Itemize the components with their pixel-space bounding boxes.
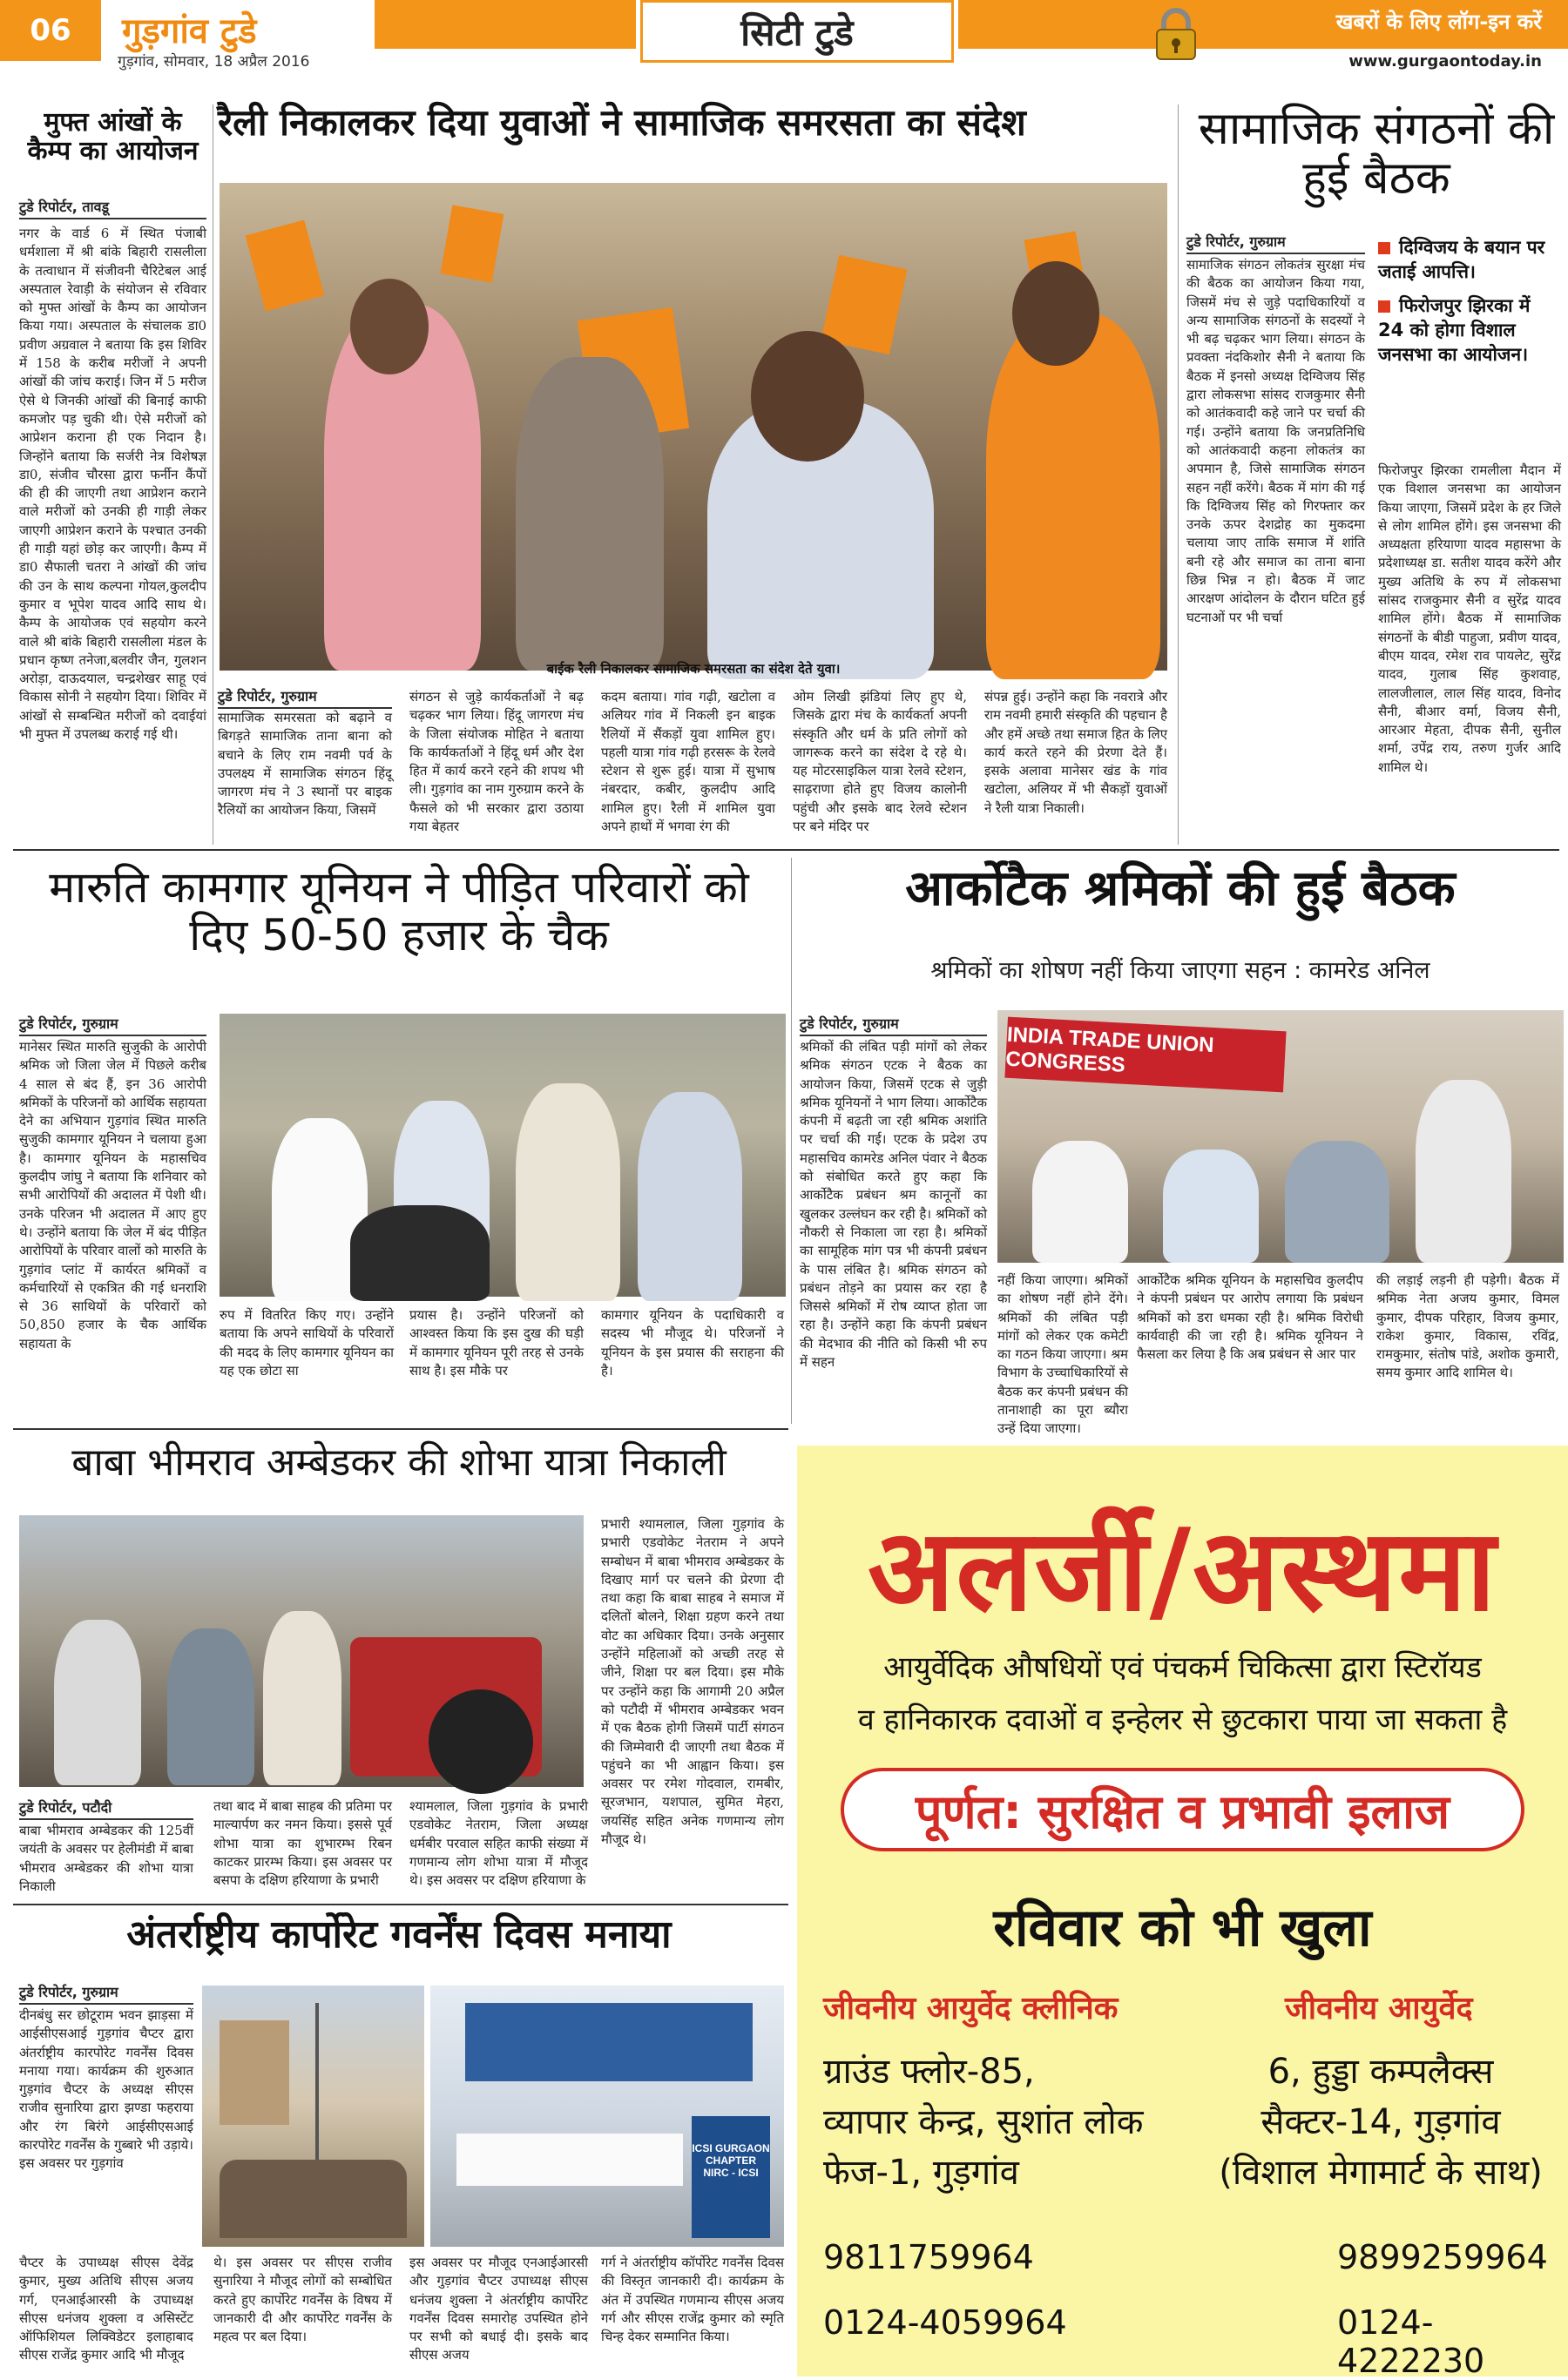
column-rule [791, 858, 792, 1424]
section-divider [13, 1428, 788, 1430]
archotic-photo [997, 1010, 1564, 1263]
rally-col-3: कदम बताया। गांव गढ़ी, खटोला व अलियर गांव में निकली इन बाइक रैलियों में सैंकड़ों युवा शामिल हुए। पहली यात्रा गांव गढ़ी हरसरू के रेलवे स्टेशन से शुरू हुई। यात्रा में सुभाष नंबरदार, कबीर, कुलदीप आदि शामिल हुए। रैली में शामिल युवा अपने हाथों में भगवा रंग की [601, 689, 775, 835]
ambedkar-col-right: प्रभारी श्यामलाल, जिला गुड़गांव के प्रभारी एडवोकेट नेतराम ने अपने सम्बोधन में बाबा भीमराव अम्बेडकर के दिखाए मार्ग पर चलने की प्रेरणा दी तथा कहा कि बाबा साहब ने समाज में दलितों बोलने, शिक्षा ग्रहण करने तथा वोट का अधिकार दिया। उनके अनुसार उन्होंने महिलाओं को अच्छी तरह से जीने, शिक्षा पर बल दिया। इस मौके पर उन्होंने कहा कि आगामी 20 अप्रैल को पटौदी में भीमराव अम्बेडकर भवन में एक बैठक होगी जिसमें पार्टी संगठन की जिम्मेवारी दी जाएगी तथा बैठक में पहुंचने का भी आह्वान किया। इस अवसर पर रमेश गोदवाल, रामबीर, सूरजभान, यशपाल, सुमित मेहरा, जयसिंह सहित अनेक गणमान्य लोग मौजूद थे। [601, 1516, 784, 1848]
eye-camp-byline: टुडे रिपोर्टर, तावडू [19, 197, 206, 219]
archotic-subhead: श्रमिकों का शोषण नहीं किया जाएगा सहन : कामरेड अनिल [930, 957, 1430, 984]
corporate-col-3: इस अवसर पर मौजूद एनआईआरसी और गुड़गांव चैप्टर उपाध्यक्ष सीएस धनंजय शुक्ला ने अंतर्राष्ट्रीय कार्पोरेट गवर्नेंस दिवस समारोह उपस्थित होने पर सभी को बधाई दी। इसके बाद सीएस अजय [409, 2255, 588, 2363]
ambedkar-col-1: बाबा भीमराव अम्बेडकर की 125वीं जयंती के अवसर पर हेलीमंडी में बाबा भीमराव अम्बेडकर की शोभा यात्रा निकाली [19, 1823, 193, 1894]
clinic-1-address: ग्राउंड फ्लोर-85, व्यापार केन्द्र, सुशांत लोक फेज-1, गुड़गांव [823, 2052, 1144, 2193]
eye-camp-headline: मुफ्त आंखों के कैम्प का आयोजन [27, 107, 199, 166]
archotic-col-2: नहीं किया जाएगा। श्रमिकों का शोषण नहीं होने देंगे। श्रमिकों की लंबित पड़ी मांगों को लेकर एक कमेटी का गठन किया जाएगा। श्रम विभाग के उच्चाधिकारियों से बैठक कर कंपनी प्रबंधन की तानाशाही का पूरा ब्यौरा उन्हें दिया जाएगा। [997, 1272, 1128, 1437]
rally-col-2: संगठन से जुड़े कार्यकर्ताओं ने बढ़ चढ़कर भाग लिया। हिंदू जागरण मंच के जिला संयोजक मोहित ने बताया कि कार्यकर्ताओं ने हिंदू धर्म और देश हित में कार्य करने रहने की शपथ भी ली। गुड़गांव का नाम गुरुग्राम करने के फैसले को भी सरकार द्वारा उठाया गया बेहतर [409, 689, 584, 835]
archotic-headline: आर्कोटैक श्रमिकों की हुई बैठक [905, 860, 1456, 917]
section-divider [13, 1904, 788, 1905]
column-rule [1178, 105, 1179, 845]
podium: ICSI GURGAON CHAPTER NIRC - ICSI [692, 2116, 770, 2238]
social-meeting-col-1: सामाजिक संगठन लोकतंत्र सुरक्षा मंच की बैठक का आयोजन किया गया, जिसमें मंच से जुड़े पदाधिकारियों व अन्य सामाजिक संगठनों के सदस्यों ने भी बढ़ चढ़कर भाग लिया। संगठन के प्रवक्ता नंदकिशोर सैनी ने बताया कि बैठक में इनसो अध्यक्ष दिग्विजय सिंह द्वारा लोकसभा सांसद राजकुमार सैनी को आतंकवादी कहे जाने पर चर्चा की गई। उन्होंने बताया कि जनप्रतिनिधि को आतंकवादी कहना लोकतंत्र का अपमान है, जिसे सामाजिक संगठन सहन नहीं करेंगे। बैठक में मांग की गई कि दिग्विजय सिंह को गिरफ्तार कर उनके ऊपर देशद्रोह का मुकदमा चलाया जाए ताकि समाज में शांति बनी रहे और समाज का ताना बाना छिन्न भिन्न न हो। बैठक में जाट आरक्षण आंदोलन के दौरान घटित हुई घटनाओं पर भी चर्चा [1186, 257, 1365, 625]
ad-pill: पूर्णत: सुरक्षित व प्रभावी इलाज [841, 1768, 1524, 1851]
table-shape [456, 2134, 683, 2186]
maruti-headline: मारुति कामगार यूनियन ने पीड़ित परिवारों को दिए 50-50 हजार के चैक [49, 862, 749, 961]
rally-col-4: ओम लिखी झंडियां लिए हुए थे, जिसके द्वारा मंच के कार्यकर्ता अपनी संस्कृति और धर्म के प्रति लोगों को जागरूक करने का संदेश दे रहे थे। यह मोटरसाइकिल यात्रा रेलवे स्टेशन, साढ़राणा होते हुए विजय कालोनी पहुंची और इसके बाद रेलवे स्टेशन पर बने मंदिर पर [793, 689, 967, 835]
login-link[interactable]: खबरों के लिए लॉग-इन करें [1335, 10, 1542, 34]
website-url[interactable]: www.gurgaontoday.in [1348, 52, 1542, 71]
newspaper-logo[interactable]: गुड़गांव टुडे [113, 5, 375, 51]
allergy-asthma-ad[interactable] [797, 1446, 1568, 2380]
clinic-1-name: जीवनीय आयुर्वेद क्लीनिक [823, 1991, 1119, 2026]
flagpole-shape [315, 2003, 319, 2177]
rally-col-1: सामाजिक समरसता को बढ़ाने व बिगड़ते सामाजिक ताना बाना को बचाने के लिए राम नवमी पर्व के उपलक्ष्य में सामाजिक संगठन हिंदू जागरण मंच ने 3 स्थानों पर बाइक रैलियों का आयोजन किया, जिसमें [218, 710, 392, 819]
archotic-col-4: की लड़ाई लड़नी ही पड़ेगी। बैठक में श्रमिक नेता अजय कुमार, विमल कुमार, दीपक परिहार, विजय कुमार, राकेश कुमार, विकास, रविंद्र, रामकुमार, संतोष पांडे, अशोक कुमारी, समय कुमार आदि शामिल थे। [1376, 1272, 1559, 1381]
ad-title: अलर्जी/अस्थमा [868, 1504, 1497, 1636]
ad-line-1: आयुर्वेदिक औषधियों एवं पंचकर्म चिकित्सा द्वारा स्टिरॉयड [883, 1650, 1482, 1685]
section-title: सिटी टुडे [640, 0, 954, 63]
maruti-col-2: रुप में वितरित किए गए। उन्होंने बताया कि अपने साथियों के परिवारों की मदद के लिए कामगार यूनियन का यह एक छोटा सा [220, 1307, 394, 1379]
clinic-2-phone-2[interactable]: 0124-4222230 [1337, 2303, 1485, 2380]
clinic-2-phone-1[interactable]: 9899259964 [1337, 2238, 1548, 2276]
corporate-byline: टुडे रिपोर्टर, गुरुग्राम [19, 1982, 193, 2005]
eye-camp-body: नगर के वार्ड 6 में स्थित पंजाबी धर्मशाला में श्री बांके बिहारी रासलीला के तत्वाधान में संजीवनी चैरिटेबल आई अस्पताल रेवाड़ी के संयोजन से रविवार को मुफ्त आंखों के कैम्प का आयोजन किया गया। अस्पताल के संचालक डा0 प्रवीण अग्रवाल ने बताया कि इस शिविर में 158 के करीब मरीजों ने अपनी आंखों की जांच कराई। जिन में 5 मरीज ऐसे थे जिनकी आंखों की बिनाई काफी कमजोर पड़ चुकी थी। ऐसे मरीजों को आप्रेशन कराना ही एक निदान है। जिन्होंने बताया कि सर्जरी नेत्र विशेषज्ञ डा0, संजीव चौरसा द्वारा फर्नीन कैंपों की ही की जाएगी तथा आप्रेशन कराने वाले मरीजों को उनकी ही गाड़ी लेकर जाएगी आप्रेशन कराने के पश्चात उनकी ही गाड़ी यहां छोड़ कर जाएगी। कैम्प में डा0 सैफाली चतरा ने आंखों की जांच की उन के साथ कल्पना गोयल,कुलदीप कुमार व भूपेश यादव आदि साथ थे। कैम्प के आयोजक एवं सहयोग करने वाले श्री बांके बिहारी रासलीला मंडल के प्रधान कृष्ण तनेजा,बलवीर जैन, गुलशन अरोड़ा, दाऊदयाल, चन्द्रशेखर साहू एवं विकास सोनी ने सहयोग दिया। शिविर में आंखों से सम्बन्धित मरीजों को दवाईयां भी मुफ्त में उपलब्ध कराई गई थी। [19, 226, 206, 743]
crowd-shape [220, 2160, 407, 2238]
date-line: गुड़गांव, सोमवार, 18 अप्रैल 2016 [118, 53, 310, 71]
rally-byline: टुडे रिपोर्टर, गुरुग्राम [218, 686, 392, 709]
archotic-col-1: श्रमिकों की लंबित पड़ी मांगों को लेकर श्रमिक संगठन एटक ने बैठक का आयोजन किया, जिसमें एटक से जुड़ी श्रमिक यूनियनों ने भाग लिया। आर्कोटैक कंपनी में बढ़ती जा रही श्रमिक अशांति पर चर्चा की गई। एटक के प्रदेश उप महासचिव कामरेड अनिल पंवार ने बैठक को संबोधित करते हुए कहा कि आर्कोटैक प्रबंधन श्रम कानूनों का खुलकर उल्लंघन कर रही है। श्रमिकों को नौकरी से निकाला जा रहा है। श्रमिकों का सामूहिक मांग पत्र भी कंपनी प्रबंधन के पास लंबित है। श्रमिक संगठन को प्रबंधन तोड़ने का प्रयास कर रहा है जिससे श्रमिकों में रोष व्याप्त होता जा रहा है। उन्होंने कहा कि कंपनी प्रबंधन की मेदभाव की नीति को किसी भी रुप में सहन [800, 1039, 987, 1371]
tractor-wheel-shape [429, 1689, 533, 1794]
corporate-col-1: चैप्टर के उपाध्यक्ष सीएस देवेंद्र कुमार, मुख्य अतिथि सीएस अजय गर्ग, एनआईआरसी के उपाध्यक्ष सीएस धनंजय शुक्ला व असिस्टेंट ऑफिशियल लिक्विडेटर इलाहाबाद सीएस राजेंद्र कुमार आदि भी मौजूद [19, 2255, 193, 2363]
rally-col-5: संपन्न हुई। उन्होंने कहा कि नवरात्रे और राम नवमी हमारी संस्कृति की पहचान है और हमें अच्छे तथा समाज हित के लिए कार्य करते रहने की प्रेरणा देते हैं। इसके अलावा मानेसर खंड के गांव खटोला, अलियर में भी सैकड़ों युवाओं ने रैली यात्रा निकाली। [984, 689, 1167, 816]
social-meeting-col-3: फिरोजपुर झिरका रामलीला मैदान में एक विशाल जनसभा का आयोजन किया जाएगा, जिसमें प्रदेश के हर जिले से लोग शामिल होंगे। इस जनसभा की अध्यक्षता हरियाणा यादव महासभा के प्रदेशाध्यक्ष डा. सतीश यादव करेंगे और मुख्य अतिथि के रुप में लोकसभा सांसद राजकुमार सैनी व सुरेंद्र यादव शामिल होंगे। बैठक में सामाजिक संगठनों के बीडी पाहुजा, प्रवीण यादव, बीएम यादव, रमेश राव पायलेट, सुरेंद्र यादव, गुलाब सिंह कुशवाह, लालजीलाल, लाल सिंह यादव, विनोद सैनी, बीआर वर्मा, विजय सैनी, आरआर मेहता, दीपक सैनी, सुनील शर्मा, उपेंद्र राय, तरुण गुर्जर आदि शामिल थे। [1378, 462, 1561, 775]
social-meeting-headline: सामाजिक संगठनों की हुई बैठक [1198, 103, 1555, 206]
bullet-item: दिग्विजय के बयान पर जताई आपत्ति। [1378, 237, 1545, 283]
rally-headline: रैली निकालकर दिया युवाओं ने सामाजिक समरसता का संदेश [218, 101, 1026, 144]
page-number: 06 [0, 0, 105, 61]
maruti-col-4: कामगार यूनियन के पदाधिकारी व सदस्य भी मौजूद थे। परिजनों ने यूनियन के इस प्रयास की सराहना की है। [601, 1307, 784, 1379]
ambedkar-col-2: तथा बाद में बाबा साहब की प्रतिमा पर माल्यार्पण कर नमन किया। इससे पूर्व शोभा यात्रा का शुभारम्भ रिबन काटकर प्रारम्भ किया। इस अवसर पर बसपा के दक्षिण हरियाणा के प्रभारी [213, 1798, 392, 1889]
rally-photo [220, 183, 1167, 671]
maruti-col-1: मानेसर स्थित मारुति सुजुकी के आरोपी श्रमिक जो जिला जेल में पिछले करीब 4 साल से बंद हैं, इन 36 आरोपी श्रमिकों के परिजनों को आर्थिक सहायता देने का अभियान गुड़गांव स्थित मारुति सुजुकी कामगार यूनियन ने चलाया हुआ है। कामगार यूनियन के महासचिव कुलदीप जांघु ने बताया कि शनिवार को सभी आरोपियों की अदालत में पेशी थी। उनके परिजन भी अदालत में आए हुए थे। उन्होंने बताया कि जेल में बंद पीड़ित आरोपियों के परिवार वालों को मारुति के गुड़गांव प्लांट में कार्यरत श्रमिकों व कर्मचारियों से एकत्रित की गई धनराशि से 36 साथियों के परिवारों को 50,850 हजार के चैक आर्थिक सहायता के [19, 1039, 206, 1352]
social-meeting-bullets [1378, 235, 1561, 367]
ad-line-2: व हानिकारक दवाओं व इन्हेलर से छुटकारा पाया जा सकता है [857, 1702, 1508, 1737]
ambedkar-byline: टुडे रिपोर्टर, पटौदी [19, 1797, 193, 1820]
ambedkar-col-3: श्यामलाल, जिला गुड़गांव के प्रभारी एडवोकेट नेतराम, जिला अध्यक्ष धर्मबीर परवाल सहित काफी संख्या में गणमान्य लोग शोभा यात्रा में मौजूद थे। इस अवसर पर दक्षिण हरियाणा के [409, 1798, 588, 1889]
clinic-1-phone-1[interactable]: 9811759964 [823, 2238, 1034, 2276]
archotic-byline: टुडे रिपोर्टर, गुरुग्राम [800, 1014, 987, 1036]
maruti-photo [220, 1014, 786, 1297]
lock-icon [1150, 7, 1202, 61]
clinic-1-phone-2[interactable]: 0124-4059964 [823, 2303, 1067, 2342]
maruti-byline: टुडे रिपोर्टर, गुरुग्राम [19, 1014, 206, 1036]
corporate-headline: अंतर्राष्ट्रीय कार्पोरेट गवर्नेंस दिवस मनाया [126, 1912, 672, 1957]
rally-photo-caption: बाईक रैली निकालकर सामाजिक समरसता का संदेश देते युवा। [546, 661, 841, 677]
clinic-2-address: 6, हुड्डा कम्पलैक्स सैक्टर-14, गुड़गांव (विशाल मेगामार्ट के साथ) [1219, 2052, 1543, 2193]
archotic-col-3: आर्कोटैक श्रमिक यूनियन के महासचिव कुलदीप ने कंपनी प्रबंधन पर आरोप लगाया कि प्रबंधन श्रमिकों को डरा धमका रही है। श्रमिक विरोधी कार्यवाही की जा रही है। श्रमिक यूनियन ने फैसला कर लिया है कि अब प्रबंधन से आर पार [1137, 1272, 1363, 1363]
bullet-square-icon [1378, 300, 1390, 313]
corporate-col-2: थे। इस अवसर पर सीएस राजीव सुनारिया ने मौजूद लोगों को सम्बोधित करते हुए कार्पोरेट गवर्नेंस के विषय में जानकारी दी और कार्पोरेट गवर्नेंस के महत्व पर बल दिया। [213, 2255, 392, 2345]
corporate-photo-stage [430, 1986, 784, 2247]
ad-sunday-open: रविवार को भी खुला [993, 1898, 1372, 1959]
maruti-col-3: प्रयास है। उन्होंने परिजनों को आश्वस्त किया कि इस दुख की घड़ी में कामगार यूनियन पूरी तरह से उनके साथ है। इस मौके पर [409, 1307, 584, 1379]
corporate-col-4: गर्ग ने अंतर्राष्ट्रीय कॉर्पोरेट गवर्नेंस दिवस की विस्तृत जानकारी दी। कार्यक्रम के अंत में उपस्थित गणमान्य सीएस अजय गर्ग और सीएस राजेंद्र कुमार को स्मृति चिन्ह देकर सम्मानित किया। [601, 2255, 784, 2345]
building-shape [220, 2020, 289, 2125]
ambedkar-photo [19, 1515, 584, 1787]
event-banner-shape [465, 2003, 753, 2081]
bullet-item: फिरोजपुर झिरका में 24 को होगा विशाल जनसभा का आयोजन। [1378, 294, 1531, 366]
ambedkar-headline: बाबा भीमराव अम्बेडकर की शोभा यात्रा निकाली [71, 1440, 727, 1485]
clinic-2-name: जीवनीय आयुर्वेद [1285, 1991, 1473, 2026]
social-meeting-byline: टुडे रिपोर्टर, गुरुग्राम [1186, 232, 1365, 254]
header-band-left [375, 0, 636, 49]
bullet-square-icon [1378, 242, 1390, 254]
corporate-col-left: दीनबंधु सर छोटूराम भवन झाड़सा में आईसीएसआई गुड़गांव चैप्टर द्वारा अंतर्राष्ट्रीय कारपोरेट गवर्नेंस दिवस मनाया गया। कार्यक्रम की शुरुआत गुड़गांव चैप्टर के अध्यक्ष सीएस राजीव सुनारिया द्वारा झण्डा फहराया और रंग बिरंगे आईसीएसआई कारपोरेट गवर्नेंस के गुब्बारे भी उड़ाये। इस अवसर पर गुड़गांव [19, 2007, 193, 2172]
section-divider [13, 849, 1559, 851]
union-banner: INDIA TRADE UNION CONGRESS [1004, 1017, 1286, 1093]
corporate-photo-outdoor [202, 1986, 424, 2247]
